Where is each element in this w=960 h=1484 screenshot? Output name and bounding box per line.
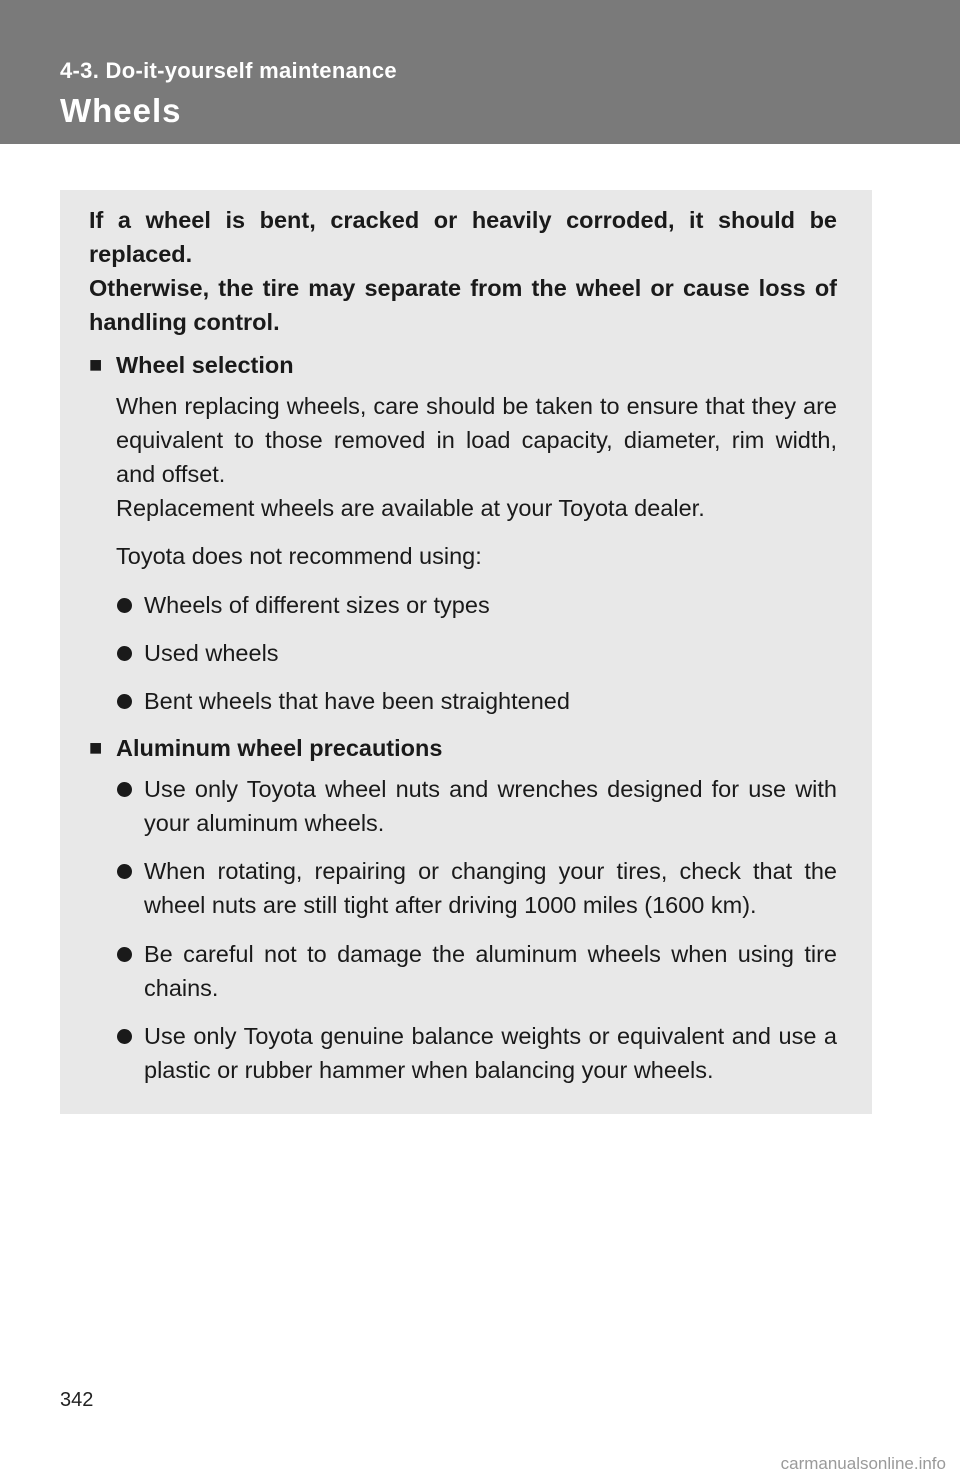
bullet-dot-icon (117, 782, 132, 797)
wheel-selection-para-1: When replacing wheels, care should be taken to ensure that they are equivalent to those removed in load capacity, diameter, rim width, and offset. (116, 393, 837, 487)
wheel-selection-para-2: Replacement wheels are available at your Toyota dealer. (116, 495, 705, 521)
aluminum-heading: Aluminum wheel precautions (116, 735, 443, 761)
list-item: Be careful not to damage the aluminum wheels when using tire chains. (144, 941, 837, 1001)
bullet-dot-icon (117, 947, 132, 962)
wheel-selection-para-3: Toyota does not recommend using: (116, 543, 482, 569)
list-item: Use only Toyota wheel nuts and wrenches designed for use with your aluminum wheels. (144, 776, 837, 836)
wheel-selection-heading: Wheel selection (116, 352, 294, 378)
page-title: Wheels (60, 92, 182, 129)
bullet-dot-icon (117, 864, 132, 879)
square-bullet-icon: ■ (89, 735, 103, 760)
list-item: Bent wheels that have been straightened (144, 688, 570, 714)
watermark: carmanualsonline.info (780, 1454, 946, 1473)
square-bullet-icon: ■ (89, 352, 103, 377)
bullet-dot-icon (117, 598, 132, 613)
bullet-dot-icon (117, 694, 132, 709)
intro-text (89, 203, 837, 339)
intro-line-2: Otherwise, the tire may separate from the wheel or cause loss of handling control. (89, 275, 837, 335)
section-label: 4-3. Do-it-yourself maintenance (60, 58, 397, 83)
bullet-dot-icon (117, 1029, 132, 1044)
page-number: 342 (60, 1389, 94, 1411)
list-item: Wheels of different sizes or types (144, 592, 490, 618)
list-item: When rotating, repairing or changing your tires, check that the wheel nuts are still tight after driving 1000 miles (1600 km). (144, 858, 837, 918)
intro-line-1: If a wheel is bent, cracked or heavily corroded, it should be replaced. (89, 207, 837, 267)
header-bar (0, 0, 960, 144)
list-item: Use only Toyota genuine balance weights or equivalent and use a plastic or rubber hammer when balancing your wheels. (144, 1023, 837, 1083)
list-item: Used wheels (144, 640, 279, 666)
bullet-dot-icon (117, 646, 132, 661)
